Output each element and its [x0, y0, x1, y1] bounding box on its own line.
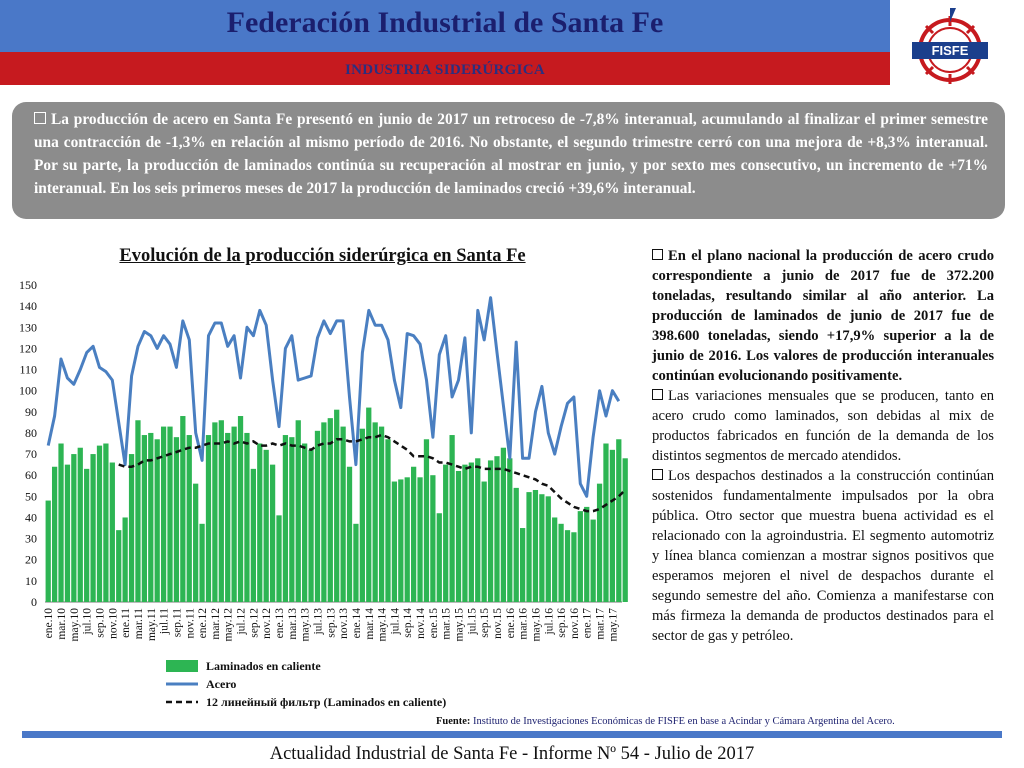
x-tick-label: nov.15 — [491, 608, 504, 639]
bar-laminados — [462, 465, 467, 602]
x-tick-label: nov.14 — [415, 608, 428, 639]
side-paragraph-3: Los despachos destinados a la construcción continúan sostenidos fundamentalmente impulsados por la obra pública. Otro sector que muestra buena actividad es el relacionado con la agroindustria. El segmento automotriz y línea blanca comienzan a mostrar signos positivos que esperamos mejoren el nivel de despachos durante el segundo semestre del año. Comienza a manifestarse con más firmeza la demanda de productos destinados para el sector de gas y petróleo. — [652, 468, 994, 644]
x-tick-label: nov.10 — [107, 608, 120, 639]
summary-box — [12, 102, 1005, 219]
bar-laminados — [405, 477, 410, 602]
bar-laminados — [623, 458, 628, 602]
bar-laminados — [46, 501, 51, 602]
bar-laminados — [302, 444, 307, 603]
bar-laminados — [315, 431, 320, 602]
bar-laminados — [289, 437, 294, 602]
y-tick-label: 40 — [25, 510, 37, 525]
checkbox-bullet-icon — [652, 249, 663, 260]
bar-laminados — [199, 524, 204, 602]
bar-laminados — [270, 465, 275, 602]
source-label: Fuente: — [436, 716, 471, 727]
bar-laminados — [103, 444, 108, 603]
x-tick-label: nov.13 — [338, 608, 351, 639]
x-tick-label: nov.16 — [568, 608, 581, 639]
bar-laminados — [116, 530, 121, 602]
x-tick-label: sep.10 — [94, 608, 107, 638]
x-tick-label: mar.16 — [517, 608, 530, 640]
legend-label: 12 линейный фильтр (Laminados en caliente) — [206, 695, 447, 709]
footer-text: Actualidad Industrial de Santa Fe - Informe Nº 54 - Julio de 2017 — [269, 744, 755, 764]
bar-laminados — [610, 450, 615, 602]
bar-laminados — [430, 475, 435, 602]
y-tick-label: 10 — [25, 573, 37, 588]
page-title: Federación Industrial de Santa Fe — [226, 6, 664, 39]
side-paragraph-1: En el plano nacional la producción de acero crudo correspondiente a junio de 2017 fue de 372.200 toneladas, resultando similar al año anterior. La producción de laminados de junio de 2017 fue de 398.600 toneladas, siendo +17,9% superior a la de junio de 2016. Los valores de producción interanuales continúan evolucionando positivamente. — [652, 248, 994, 384]
bar-laminados — [616, 439, 621, 602]
bar-laminados — [84, 469, 89, 602]
bar-laminados — [520, 528, 525, 602]
x-tick-label: may.10 — [68, 608, 81, 642]
bar-laminados — [437, 513, 442, 602]
y-tick-label: 140 — [19, 299, 37, 314]
bar-laminados — [456, 471, 461, 602]
x-tick-label: mar.11 — [132, 608, 145, 640]
x-tick-label: ene.16 — [504, 608, 517, 639]
x-tick-label: jul.12 — [235, 608, 248, 635]
bar-laminados — [398, 479, 403, 602]
bar-laminados — [417, 477, 422, 602]
bar-laminados — [353, 524, 358, 602]
bar-laminados — [71, 454, 76, 602]
x-tick-label: may.17 — [607, 608, 620, 642]
bar-laminados — [449, 435, 454, 602]
bar-laminados — [65, 465, 70, 602]
y-tick-label: 0 — [31, 595, 37, 609]
checkbox-bullet-icon — [652, 389, 663, 400]
footer-blue-bar — [22, 731, 1002, 738]
x-tick-label: jul.15 — [466, 608, 479, 635]
bar-laminados — [123, 517, 128, 602]
x-tick-label: jul.13 — [312, 608, 325, 635]
bar-laminados — [231, 427, 236, 602]
bar-laminados — [283, 435, 288, 602]
bar-laminados — [180, 416, 185, 602]
bar-laminados — [90, 454, 95, 602]
bar-laminados — [424, 439, 429, 602]
x-tick-label: may.13 — [299, 608, 312, 642]
x-tick-label: may.14 — [376, 608, 389, 642]
x-tick-label: ene.17 — [581, 608, 594, 639]
bar-laminados — [392, 482, 397, 602]
x-tick-label: jul.16 — [543, 608, 556, 635]
legend-label: Laminados en caliente — [206, 659, 321, 673]
bar-laminados — [360, 429, 365, 602]
side-paragraph-2: Las variaciones mensuales que se producen, tanto en acero crudo como laminados, son debidas al mix de productos fabricados en función de la demanda de los distintos segmentos de mercado atendidos. — [652, 388, 994, 464]
bar-laminados — [308, 450, 313, 602]
bar-laminados — [225, 433, 230, 602]
x-tick-label: mar.12 — [209, 608, 222, 640]
bar-laminados — [264, 450, 269, 602]
x-tick-label: may.15 — [453, 608, 466, 642]
x-tick-label: may.12 — [222, 608, 235, 642]
legend-swatch-laminados — [166, 660, 198, 672]
bar-laminados — [219, 420, 224, 602]
x-tick-label: mar.14 — [363, 608, 376, 640]
bar-laminados — [251, 469, 256, 602]
production-chart — [0, 268, 640, 718]
bar-laminados — [379, 427, 384, 602]
bar-laminados — [558, 524, 563, 602]
chart-title: Evolución de la producción siderúrgica en Santa Fe — [119, 246, 526, 266]
bar-laminados — [129, 454, 134, 602]
x-tick-label: sep.11 — [171, 608, 184, 638]
bar-laminados — [155, 439, 160, 602]
bar-laminados — [603, 444, 608, 603]
x-tick-label: ene.13 — [274, 608, 287, 639]
bar-laminados — [469, 463, 474, 602]
y-tick-label: 120 — [19, 341, 37, 356]
fisfe-logo — [904, 6, 996, 86]
bar-laminados — [174, 437, 179, 602]
x-tick-label: mar.13 — [286, 608, 299, 640]
x-tick-label: mar.10 — [56, 608, 69, 640]
bar-laminados — [546, 496, 551, 602]
x-tick-label: ene.14 — [350, 608, 363, 639]
bar-laminados — [411, 467, 416, 602]
bar-laminados — [161, 427, 166, 602]
bar-laminados — [591, 520, 596, 602]
bar-laminados — [443, 465, 448, 602]
x-tick-label: jul.10 — [81, 608, 94, 635]
y-tick-label: 110 — [19, 362, 37, 377]
bar-laminados — [187, 435, 192, 602]
bar-laminados — [507, 458, 512, 602]
bar-laminados — [552, 517, 557, 602]
bar-laminados — [212, 422, 217, 602]
y-tick-label: 90 — [25, 404, 37, 419]
x-tick-label: ene.10 — [43, 608, 56, 639]
y-tick-label: 150 — [19, 278, 37, 292]
x-tick-label: nov.12 — [261, 608, 274, 639]
summary-text: La producción de acero en Santa Fe presentó en junio de 2017 un retroceso de -7,8% interanual, acumulando al finalizar el primer semestre una contracción de -1,3% en relación al mismo período de 2016. No obstante, el segundo trimestre cerró con una mejora de +8,3% interanual. Por su parte, la producción de laminados continúa su recuperación al mostrar en junio, y por sexto mes consecutivo, un incremento de +71% interanual. En los seis primeros meses de 2017 la producción de laminados creció +39,6% interanual. — [34, 111, 988, 197]
x-tick-label: may.11 — [145, 608, 158, 642]
source-note — [436, 716, 895, 727]
bar-laminados — [373, 422, 378, 602]
bar-laminados — [578, 511, 583, 602]
bar-laminados — [78, 448, 83, 602]
x-tick-label: nov.11 — [184, 608, 197, 639]
checkbox-bullet-icon — [652, 469, 663, 480]
bar-laminados — [244, 433, 249, 602]
section-subtitle: INDUSTRIA SIDERÚRGICA — [344, 62, 546, 78]
bar-laminados — [276, 515, 281, 602]
bar-laminados — [488, 460, 493, 602]
x-tick-label: ene.11 — [120, 608, 133, 638]
svg-text:FISFE: FISFE — [931, 43, 969, 58]
y-tick-label: 100 — [19, 383, 37, 398]
bar-laminados — [193, 484, 198, 602]
legend-label: Acero — [206, 677, 237, 691]
bar-laminados — [385, 439, 390, 602]
bar-laminados — [347, 467, 352, 602]
bar-laminados — [148, 433, 153, 602]
checkbox-bullet-icon — [34, 112, 46, 124]
x-tick-label: may.16 — [530, 608, 543, 642]
source-text: Instituto de Investigaciones Económicas de FISFE en base a Acindar y Cámara Argentina del Acero. — [473, 716, 895, 727]
x-tick-label: sep.12 — [248, 608, 261, 638]
x-tick-label: sep.16 — [556, 608, 569, 638]
bar-laminados — [494, 456, 499, 602]
bar-laminados — [584, 507, 589, 602]
bar-laminados — [238, 416, 243, 602]
bar-laminados — [135, 420, 140, 602]
bar-laminados — [475, 458, 480, 602]
bar-laminados — [565, 530, 570, 602]
bar-laminados — [97, 446, 102, 602]
x-tick-label: mar.17 — [594, 608, 607, 640]
x-tick-label: ene.15 — [427, 608, 440, 639]
bar-laminados — [539, 494, 544, 602]
x-tick-label: sep.14 — [402, 608, 415, 638]
bar-laminados — [52, 467, 57, 602]
bar-laminados — [482, 482, 487, 602]
bar-laminados — [597, 484, 602, 602]
bar-laminados — [501, 448, 506, 602]
bar-laminados — [206, 435, 211, 602]
x-tick-label: jul.11 — [158, 608, 171, 635]
bar-laminados — [514, 488, 519, 602]
y-tick-label: 80 — [25, 425, 37, 440]
bar-laminados — [571, 532, 576, 602]
y-tick-label: 70 — [25, 447, 37, 462]
x-tick-label: sep.13 — [325, 608, 338, 638]
x-tick-label: jul.14 — [389, 608, 402, 635]
x-tick-label: mar.15 — [440, 608, 453, 640]
bar-laminados — [328, 418, 333, 602]
y-tick-label: 60 — [25, 468, 37, 483]
bar-laminados — [533, 490, 538, 602]
bar-laminados — [340, 427, 345, 602]
y-tick-label: 20 — [25, 552, 37, 567]
bar-laminados — [58, 444, 63, 603]
bar-laminados — [142, 435, 147, 602]
bar-laminados — [257, 444, 262, 603]
side-text — [652, 246, 994, 646]
bar-laminados — [526, 492, 531, 602]
bar-laminados — [321, 422, 326, 602]
x-tick-label: ene.12 — [197, 608, 210, 639]
y-tick-label: 130 — [19, 320, 37, 335]
x-tick-label: sep.15 — [479, 608, 492, 638]
y-tick-label: 30 — [25, 531, 37, 546]
bar-laminados — [110, 463, 115, 602]
y-tick-label: 50 — [25, 489, 37, 504]
